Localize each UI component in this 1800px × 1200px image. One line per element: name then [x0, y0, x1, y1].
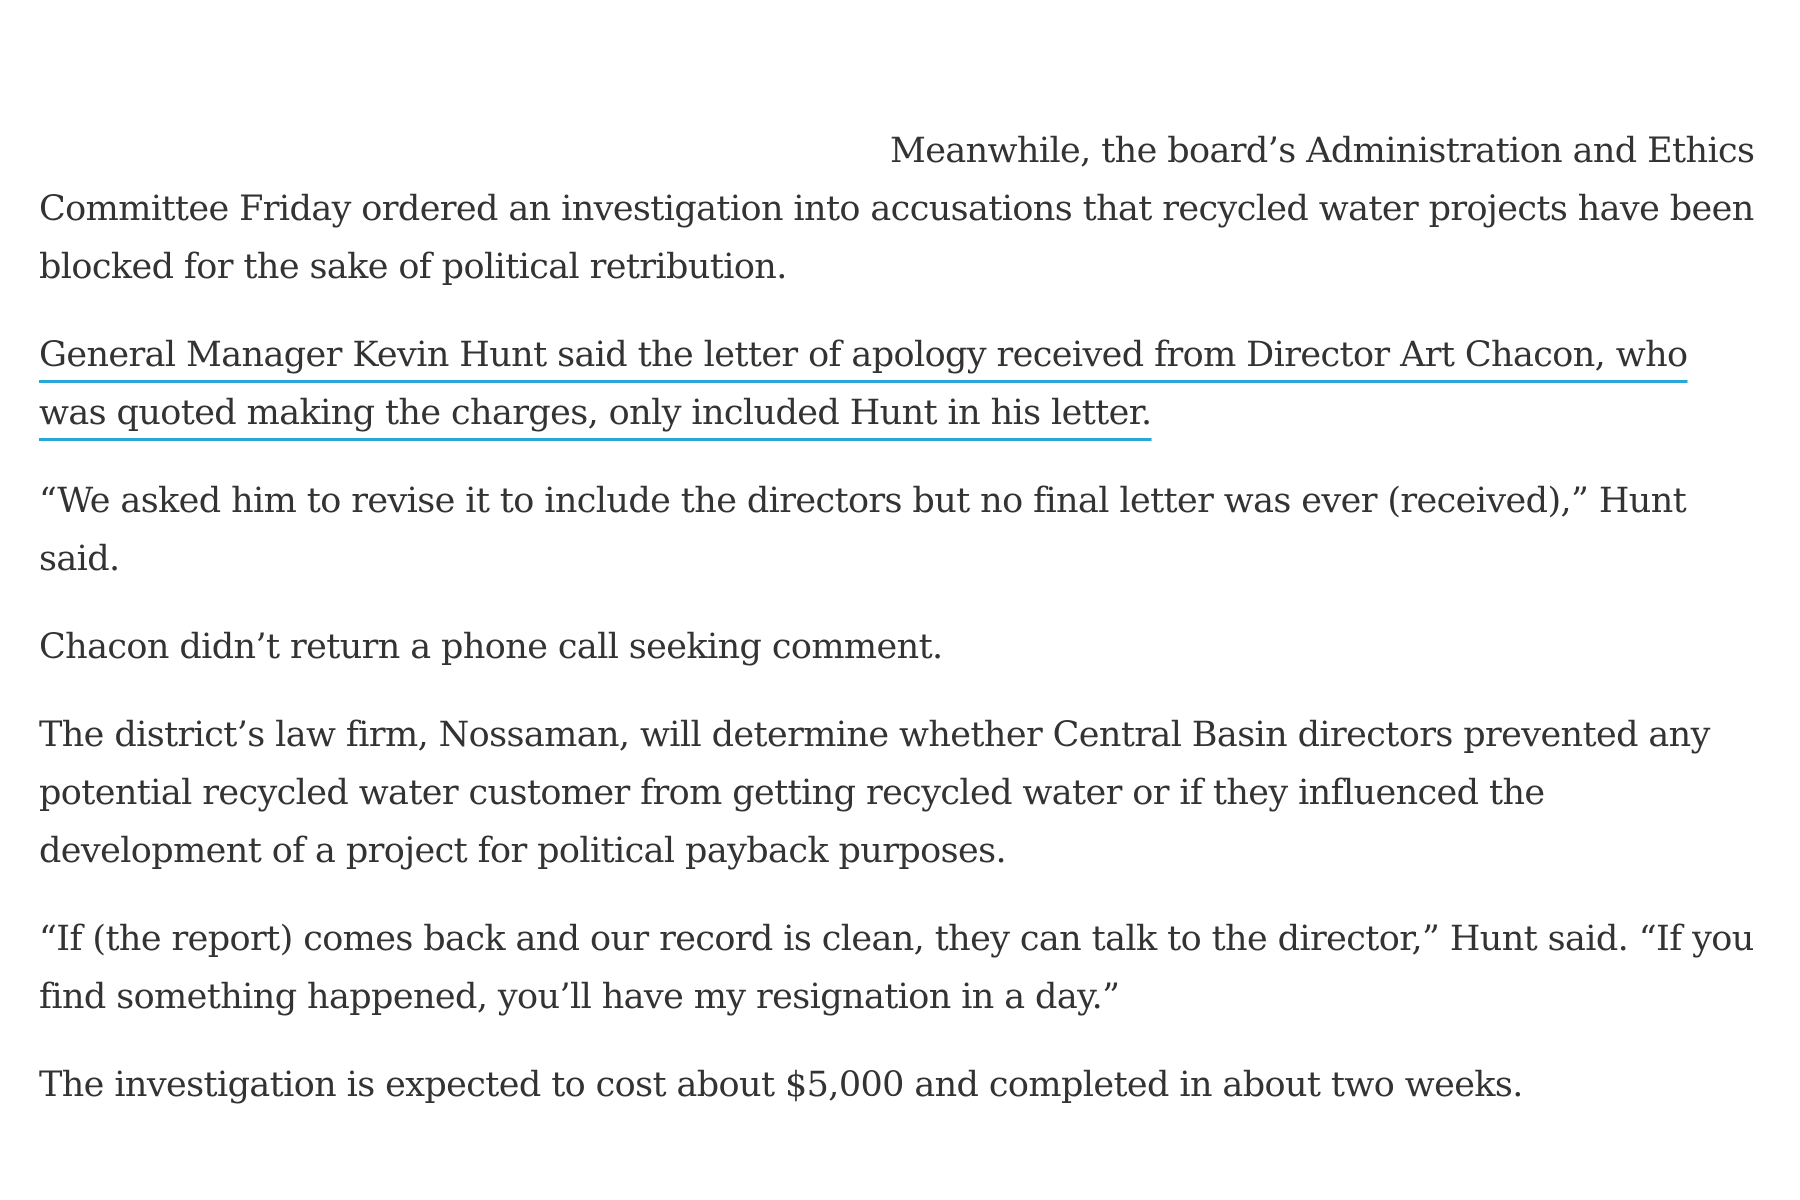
paragraph-apology-letter [39, 326, 1759, 442]
paragraph-hunt-quote-revise: “We asked him to revise it to include the directors but no final letter was ever (received),” Hunt said. [39, 481, 1687, 579]
paragraph-chacon-no-comment: Chacon didn’t return a phone call seeking comment. [39, 627, 943, 667]
article-body [39, 122, 1759, 1144]
paragraph-committee-investigation: Meanwhile, the board’s Administration and Ethics Committee Friday ordered an investigation into accusations that recycled water projects have been blocked for the sake of political retribution. [39, 131, 1755, 287]
apology-letter-link[interactable]: General Manager Kevin Hunt said the letter of apology received from Director Art Chacon, who was quoted making the charges, only included Hunt in his letter. [39, 335, 1688, 433]
paragraph-hunt-quote-resignation: “If (the report) comes back and our record is clean, they can talk to the director,” Hunt said. “If you find something happened, you’ll have my resignation in a day.” [39, 919, 1754, 1017]
paragraph-investigation-cost: The investigation is expected to cost about $5,000 and completed in about two weeks. [39, 1065, 1523, 1105]
paragraph-law-firm: The district’s law firm, Nossaman, will determine whether Central Basin directors prevented any potential recycled water customer from getting recycled water or if they influenced the development of a project for political payback purposes. [39, 715, 1710, 871]
